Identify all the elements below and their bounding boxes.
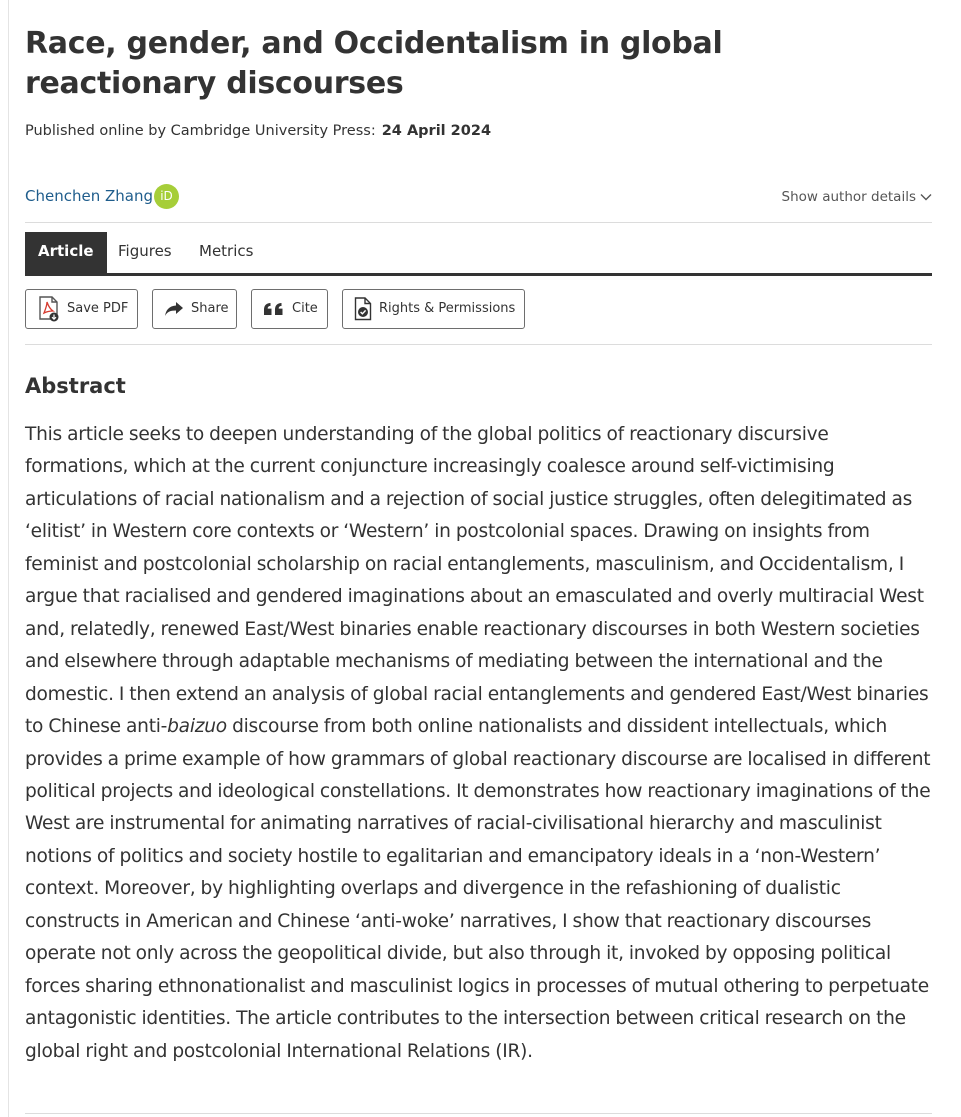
article-tabs (25, 232, 932, 276)
publication-info (25, 120, 491, 142)
cite-button[interactable] (251, 289, 328, 329)
share-arrow-icon (164, 301, 184, 317)
article-title: Race, gender, and Occidentalism in global reactionary discourses (25, 26, 723, 101)
abstract-text (25, 419, 935, 1068)
pdf-file-icon (38, 296, 60, 322)
divider (25, 344, 932, 345)
tab-metrics[interactable]: Metrics (199, 242, 254, 260)
author-name-link[interactable]: Chenchen Zhang (25, 187, 153, 205)
tab-figures[interactable]: Figures (118, 242, 172, 260)
tab-article[interactable]: Article (25, 232, 107, 273)
abstract-heading: Abstract (25, 374, 126, 398)
abstract-text-part-2: discourse from both online nationalists and dissident intellectuals, which provides a prime example of how grammars of global reactionary discourse are localised in different political projects and ideological constellations. It demonstrates how reactionary imaginations of the West are instrumental for animating narratives of racial-civilisational hierarchy and masculinist notions of politics and society hostile to egalitarian and emancipatory ideals in a ‘non-Western’ context. Moreover, by highlighting overlaps and divergence in the refashioning of dualistic constructs in American and Chinese ‘anti-woke’ narratives, I show that reactionary discourses operate not only across the geopolitical divide, but also through it, invoked by opposing political forces sharing ethnonationalist and masculinist logics in processes of mutual othering to perpetuate antagonistic identities. The article contributes to the intersection between critical research on the global right and postcolonial International Relations (IR). (25, 716, 931, 1062)
published-label: Published online by Cambridge University Press: (25, 123, 376, 139)
author-row (25, 184, 932, 210)
show-author-details-label: Show author details (781, 189, 916, 205)
save-pdf-button[interactable] (25, 289, 138, 329)
left-border (8, 0, 9, 1117)
published-date: 24 April 2024 (381, 123, 492, 139)
rights-permissions-label: Rights & Permissions (379, 301, 516, 316)
divider (25, 222, 932, 223)
orcid-icon[interactable]: iD (154, 184, 179, 209)
share-label: Share (191, 301, 229, 316)
save-pdf-label: Save PDF (67, 301, 129, 316)
show-author-details-toggle[interactable] (782, 187, 932, 207)
share-button[interactable] (152, 289, 237, 329)
chevron-down-icon (920, 193, 932, 201)
divider (25, 1113, 932, 1114)
quote-icon (263, 302, 285, 316)
rights-permissions-button[interactable] (342, 289, 525, 329)
abstract-text-part-1: This article seeks to deepen understanding of the global politics of reactionary discursive formations, which at the current conjuncture increasingly coalesce around self-victimising articulations of racial nationalism and a rejection of social justice struggles, often delegitimated as ‘elitist’ in Western core contexts or ‘Western’ in postcolonial spaces. Drawing on insights from feminist and postcolonial scholarship on racial entanglements, masculinism, and Occidentalism, I argue that racialised and gendered imaginations about an emasculated and overly multiracial West and, relatedly, renewed East/West binaries enable reactionary discourses in both Western societies and elsewhere through adaptable mechanisms of mediating between the international and the domestic. I then extend an analysis of global racial entanglements and gendered East/West binaries to Chinese anti- (25, 424, 929, 738)
abstract-italic-term: baizuo (167, 716, 227, 738)
cite-label: Cite (292, 301, 318, 316)
document-check-icon (354, 297, 372, 321)
